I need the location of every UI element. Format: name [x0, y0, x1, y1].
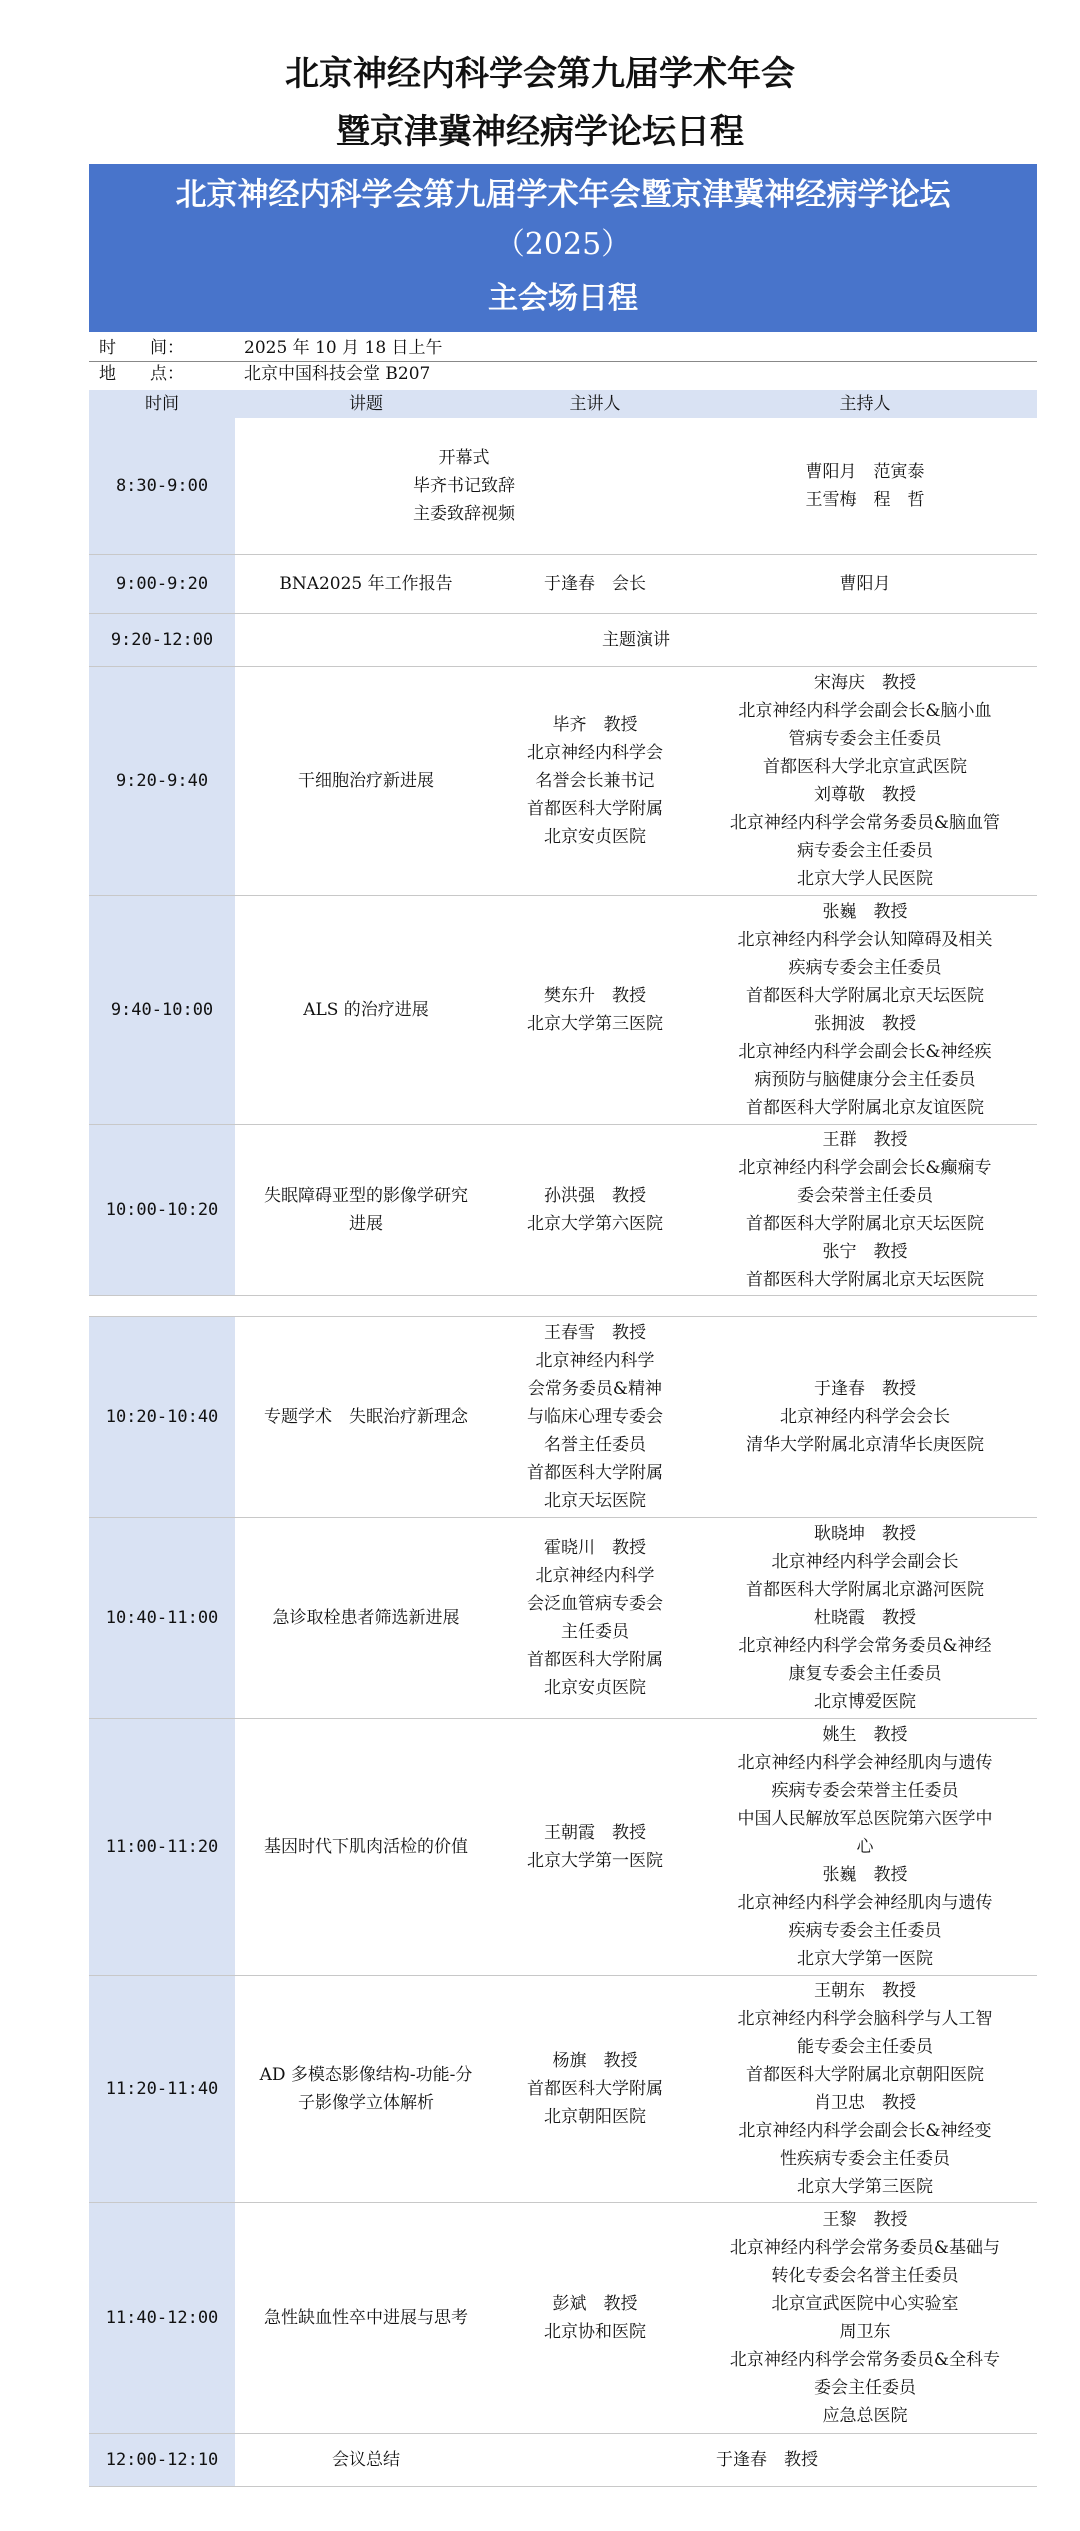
topic-cell: 会议总结: [235, 2434, 497, 2487]
speaker-cell: 于逢春 会长: [497, 555, 693, 614]
table-row: [89, 667, 1037, 896]
time-cell: 10:00-10:20: [89, 1125, 235, 1296]
banner-subtitle: 主会场日程: [488, 281, 638, 316]
time-cell: 8:30-9:00: [89, 418, 235, 555]
time-cell: 10:20-10:40: [89, 1317, 235, 1518]
time-cell: 11:40-12:00: [89, 2203, 235, 2434]
schedule-table: [89, 390, 1037, 2487]
info-place-label: 地 点：: [99, 364, 184, 384]
info-time-value: 2025 年 10 月 18 日上午: [244, 338, 443, 358]
host-cell: 曹阳月: [693, 555, 1037, 614]
speaker-cell: 樊东升 教授 北京大学第三医院: [497, 896, 693, 1125]
topic-cell: 干细胞治疗新进展: [235, 667, 497, 896]
time-cell: 11:20-11:40: [89, 1976, 235, 2203]
speaker-cell: 彭斌 教授 北京协和医院: [497, 2203, 693, 2434]
table-row: [89, 418, 1037, 555]
table-row: [89, 2434, 1037, 2487]
time-cell: 10:40-11:00: [89, 1518, 235, 1719]
topic-cell: 失眠障碍亚型的影像学研究 进展: [235, 1125, 497, 1296]
host-cell: 耿晓坤 教授 北京神经内科学会副会长 首都医科大学附属北京潞河医院 杜晓霞 教授 北京神经内科学会常务委员&神经 康复专委会主任委员 北京博爱医院: [693, 1518, 1037, 1719]
time-cell: 9:20-9:40: [89, 667, 235, 896]
time-cell: 11:00-11:20: [89, 1719, 235, 1976]
info-time-row: [89, 336, 1037, 360]
host-cell: 于逢春 教授: [497, 2434, 1037, 2487]
host-cell: 宋海庆 教授 北京神经内科学会副会长&脑小血 管病专委会主任委员 首都医科大学北京宣武医院 刘尊敬 教授 北京神经内科学会常务委员&脑血管 病专委会主任委员 北京大学人民医院: [693, 667, 1037, 896]
host-cell: 姚生 教授 北京神经内科学会神经肌肉与遗传 疾病专委会荣誉主任委员 中国人民解放军总医院第六医学中 心 张巍 教授 北京神经内科学会神经肌肉与遗传 疾病专委会主任委员 北京大学第一医院: [693, 1719, 1037, 1976]
table-gap-row: [89, 1296, 1037, 1317]
header-topic: 讲题: [235, 390, 497, 418]
topic-cell: 基因时代下肌肉活检的价值: [235, 1719, 497, 1976]
table-row: [89, 1317, 1037, 1518]
table-row: [89, 1719, 1037, 1976]
topic-cell: 开幕式 毕齐书记致辞 主委致辞视频: [235, 418, 693, 555]
table-row: [89, 1125, 1037, 1296]
topic-cell: BNA2025 年工作报告: [235, 555, 497, 614]
time-cell: 12:00-12:10: [89, 2434, 235, 2487]
speaker-cell: 霍晓川 教授 北京神经内科学 会泛血管病专委会 主任委员 首都医科大学附属 北京安贞医院: [497, 1518, 693, 1719]
speaker-cell: 王春雪 教授 北京神经内科学 会常务委员&精神 与临床心理专委会 名誉主任委员 首都医科大学附属 北京天坛医院: [497, 1317, 693, 1518]
banner-year: （2025）: [494, 227, 632, 262]
header-time: 时间: [89, 390, 235, 418]
table-header-row: [89, 390, 1037, 418]
time-cell: 9:00-9:20: [89, 555, 235, 614]
schedule-body: [89, 418, 1037, 2487]
time-cell: 9:20-12:00: [89, 614, 235, 667]
host-cell: 王群 教授 北京神经内科学会副会长&癫痫专 委会荣誉主任委员 首都医科大学附属北京天坛医院 张宁 教授 首都医科大学附属北京天坛医院: [693, 1125, 1037, 1296]
table-row: [89, 1976, 1037, 2203]
table-row: [89, 614, 1037, 667]
topic-cell: 主题演讲: [235, 614, 1037, 667]
table-row: [89, 555, 1037, 614]
document-subtitle: 暨京津冀神经病学论坛日程: [336, 112, 744, 152]
speaker-cell: 毕齐 教授 北京神经内科学会 名誉会长兼书记 首都医科大学附属 北京安贞医院: [497, 667, 693, 896]
host-cell: 于逢春 教授 北京神经内科学会会长 清华大学附属北京清华长庚医院: [693, 1317, 1037, 1518]
host-cell: 张巍 教授 北京神经内科学会认知障碍及相关 疾病专委会主任委员 首都医科大学附属北京天坛医院 张拥波 教授 北京神经内科学会副会长&神经疾 病预防与脑健康分会主任委员 首都医科大学附属北京友谊医院: [693, 896, 1037, 1125]
topic-cell: AD 多模态影像结构-功能-分 子影像学立体解析: [235, 1976, 497, 2203]
info-time-label: 时 间：: [99, 338, 184, 358]
host-cell: 王朝东 教授 北京神经内科学会脑科学与人工智 能专委会主任委员 首都医科大学附属北京朝阳医院 肖卫忠 教授 北京神经内科学会副会长&神经变 性疾病专委会主任委员 北京大学第三医院: [693, 1976, 1037, 2203]
schedule-banner: [89, 164, 1037, 332]
speaker-cell: 孙洪强 教授 北京大学第六医院: [497, 1125, 693, 1296]
time-cell: 9:40-10:00: [89, 896, 235, 1125]
topic-cell: 急性缺血性卒中进展与思考: [235, 2203, 497, 2434]
host-cell: 王黎 教授 北京神经内科学会常务委员&基础与 转化专委会名誉主任委员 北京宣武医院中心实验室 周卫东 北京神经内科学会常务委员&全科专 委会主任委员 应急总医院: [693, 2203, 1037, 2434]
info-place-row: [89, 362, 1037, 386]
gap-cell: [89, 1296, 1037, 1317]
table-row: [89, 2203, 1037, 2434]
header-host: 主持人: [693, 390, 1037, 418]
topic-cell: 急诊取栓患者筛选新进展: [235, 1518, 497, 1719]
document-title: 北京神经内科学会第九届学术年会: [285, 54, 795, 94]
banner-title: 北京神经内科学会第九届学术年会暨京津冀神经病学论坛: [175, 177, 951, 213]
host-cell: 曹阳月 范寅泰 王雪梅 程 哲: [693, 418, 1037, 555]
speaker-cell: 王朝霞 教授 北京大学第一医院: [497, 1719, 693, 1976]
table-row: [89, 896, 1037, 1125]
table-row: [89, 1518, 1037, 1719]
topic-cell: ALS 的治疗进展: [235, 896, 497, 1125]
header-speaker: 主讲人: [497, 390, 693, 418]
info-place-value: 北京中国科技会堂 B207: [244, 364, 431, 384]
topic-cell: 专题学术 失眠治疗新理念: [235, 1317, 497, 1518]
speaker-cell: 杨旗 教授 首都医科大学附属 北京朝阳医院: [497, 1976, 693, 2203]
